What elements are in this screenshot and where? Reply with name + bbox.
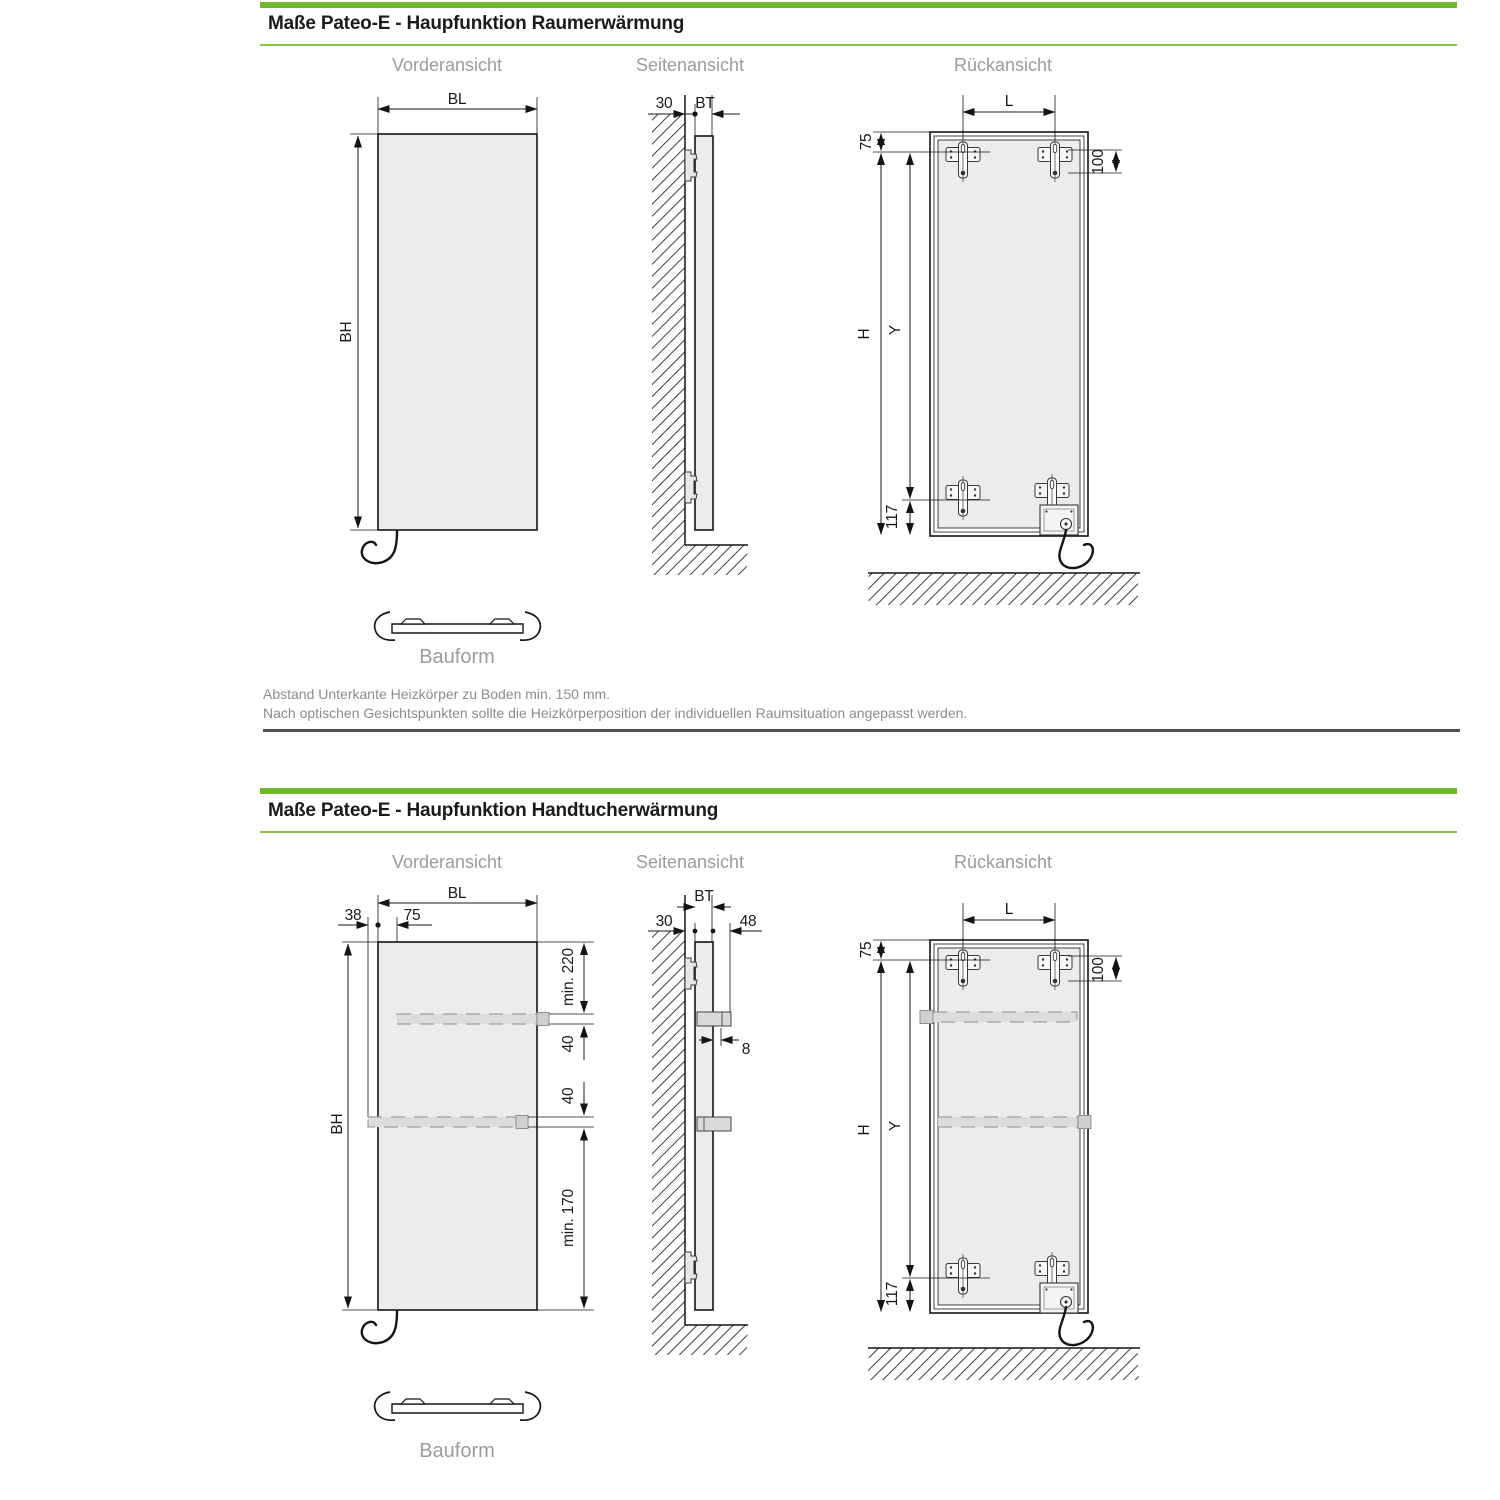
rear-view-s1 — [856, 93, 1140, 605]
dim-label-bl: BL — [447, 91, 467, 108]
dim-label-bh: BH — [338, 321, 355, 343]
junction-box — [1040, 505, 1078, 535]
bauform-caption-s2: Bauform — [419, 1440, 495, 1462]
wall-hatch — [652, 931, 685, 1355]
bauform-profile — [375, 1392, 541, 1420]
floor-hatch — [685, 545, 749, 575]
technical-drawing-towel-heating — [330, 880, 1160, 1480]
dim-label-bt: BT — [695, 95, 715, 112]
dim-label-min-bottom: min. 170 — [560, 1189, 577, 1247]
section2-title: Maße Pateo-E - Haupfunktion Handtucherwärmung — [268, 800, 719, 821]
dim-label-bottom-offset: 117 — [884, 504, 901, 530]
dim-label-bar-gap-top: 40 — [560, 1035, 577, 1053]
towel-bar-lower — [938, 1117, 1078, 1127]
radiator-panel-side — [695, 136, 713, 530]
towel-bar-upper — [397, 1014, 537, 1024]
section-separator — [263, 729, 1460, 732]
section1-title: Maße Pateo-E - Haupfunktion Raumerwärmung — [268, 13, 685, 34]
dim-label-bar-gap-bottom: 40 — [560, 1087, 577, 1105]
front-view-s1 — [338, 91, 540, 640]
dim-label-wall-offset: 30 — [655, 95, 673, 112]
caption-rear-view-s2: Rückansicht — [953, 852, 1053, 872]
towel-bar-upper-cap — [537, 1013, 549, 1026]
rear-view-s2 — [856, 901, 1140, 1380]
towel-bar-lower — [368, 1117, 516, 1127]
dim-label-h: H — [856, 328, 873, 340]
towel-bar-lower-cap — [1078, 1116, 1091, 1129]
section1-accent-bar — [260, 2, 1457, 8]
caption-side-view-s2: Seitenansicht — [635, 852, 745, 872]
dim-label-l: L — [1004, 901, 1014, 918]
side-view-s2 — [648, 888, 762, 1355]
dim-label-bh: BH — [329, 1113, 346, 1135]
caption-side-view-s1: Seitenansicht — [635, 55, 745, 75]
dim-label-y: Y — [887, 324, 904, 336]
radiator-panel-front — [378, 134, 537, 530]
section1-title-rule — [260, 44, 1457, 46]
wall-hatch — [652, 114, 685, 575]
section2-accent-bar — [260, 788, 1457, 794]
dim-label-bt: BT — [694, 888, 714, 905]
dim-label-h: H — [856, 1124, 873, 1136]
dim-label-wall-offset: 30 — [655, 913, 673, 930]
towel-bar-upper — [933, 1012, 1077, 1022]
towel-bar-upper-cap — [920, 1011, 933, 1024]
power-cable — [362, 531, 397, 563]
dim-label-top-offset: 75 — [858, 941, 875, 959]
dim-label-bracket-pitch: 100 — [1090, 149, 1107, 175]
dim-label-l: L — [1004, 93, 1014, 110]
dim-label-bracket-pitch: 100 — [1090, 957, 1107, 983]
floor-hatch-rear — [868, 573, 1140, 605]
floor-hatch-rear — [868, 1348, 1140, 1380]
floor-hatch — [685, 1325, 749, 1355]
dim-label-bar-depth: 48 — [739, 913, 757, 930]
technical-drawing-room-heating — [330, 85, 1160, 690]
section2-title-rule — [260, 831, 1457, 833]
dim-label-y: Y — [887, 1120, 904, 1132]
dim-label-bar-step: 8 — [741, 1041, 751, 1058]
panel-rear-surface — [938, 140, 1080, 528]
footnote-line1: Abstand Unterkante Heizkörper zu Boden min. 150 mm. — [263, 686, 611, 702]
caption-rear-view-s1: Rückansicht — [953, 55, 1053, 75]
side-view-s1 — [648, 95, 749, 575]
dim-label-bottom-offset: 117 — [884, 1281, 901, 1307]
bauform-profile — [375, 612, 541, 640]
caption-front-view-s1: Vorderansicht — [391, 55, 503, 75]
dim-label-min-top: min. 220 — [560, 948, 577, 1006]
junction-box — [1040, 1283, 1078, 1313]
dim-label-bl: BL — [447, 885, 467, 902]
towel-bar-lower-cap — [516, 1116, 528, 1129]
dim-label-left-offset: 38 — [344, 907, 362, 924]
dim-label-bar-inset: 75 — [403, 907, 421, 924]
dim-label-top-offset: 75 — [858, 133, 875, 151]
bauform-caption-s1: Bauform — [419, 646, 495, 668]
footnote-line2: Nach optischen Gesichtspunkten sollte die Heizkörperposition der individuellen Raumsituation angepasst werden. — [263, 705, 968, 721]
front-view-s2 — [329, 885, 594, 1420]
caption-front-view-s2: Vorderansicht — [391, 852, 503, 872]
power-cable — [362, 1311, 397, 1343]
